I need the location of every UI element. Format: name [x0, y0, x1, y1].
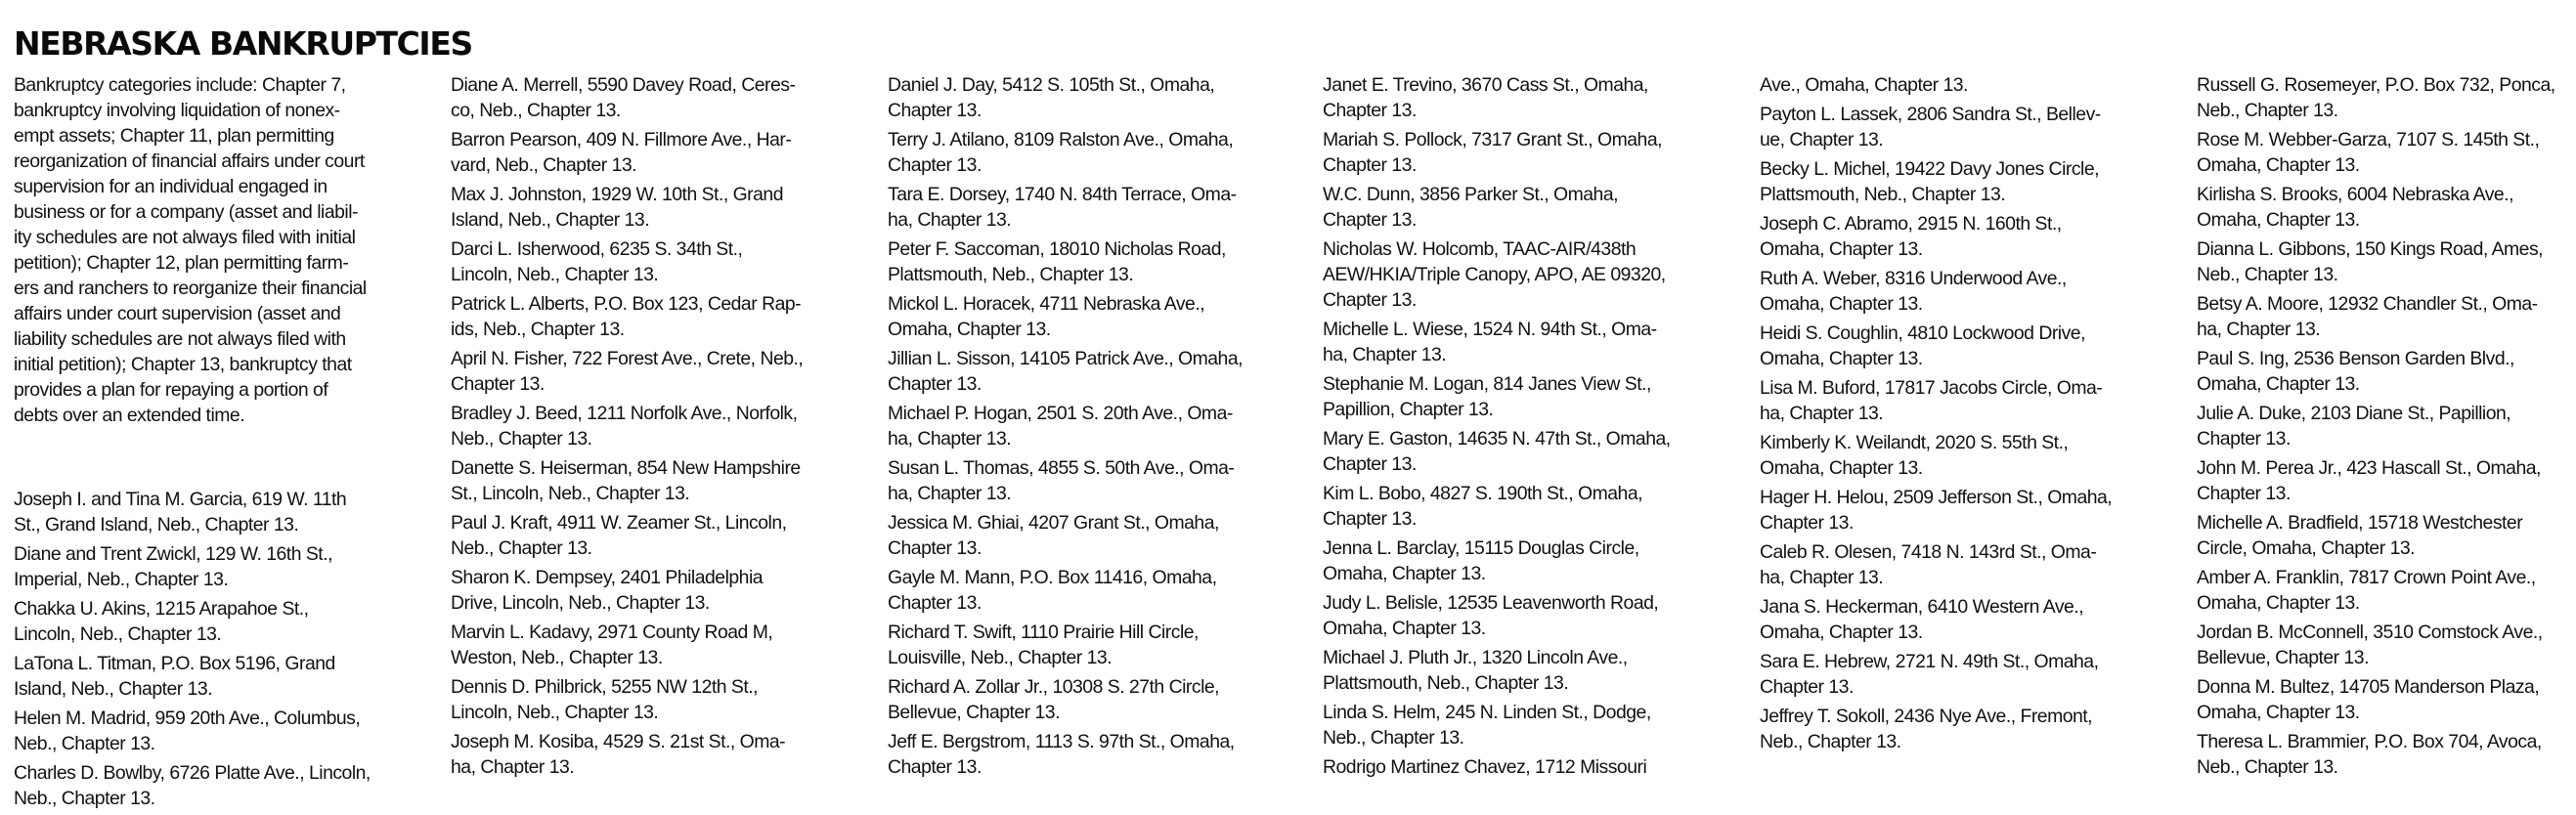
entry-line: Diane A. Merrell, 5590 Davey Road, Ceres-: [451, 74, 796, 96]
entry-line: Stephanie M. Logan, 814 Janes View St.,: [1323, 373, 1651, 395]
bankruptcy-entry: [2197, 455, 2576, 506]
entry-line: Jana S. Heckerman, 6410 Western Ave.,: [1760, 596, 2084, 618]
bankruptcy-entry: [1323, 700, 1702, 751]
headline: NEBRASKA BANKRUPTCIES: [14, 24, 472, 63]
intro-line: bankruptcy involving liquidation of nonex-: [14, 100, 340, 121]
bankruptcy-entry: [1760, 594, 2139, 645]
entry-list: [2197, 72, 2576, 780]
bankruptcy-entry: [1323, 72, 1702, 123]
entry-line: Omaha, Chapter 13.: [1760, 622, 1923, 643]
entry-list: [1323, 72, 1702, 780]
entry-line: Darci L. Isherwood, 6235 S. 34th St.,: [451, 238, 743, 260]
entry-line: Kim L. Bobo, 4827 S. 190th St., Omaha,: [1323, 483, 1643, 504]
entry-line: Patrick L. Alberts, P.O. Box 123, Cedar Rap-: [451, 293, 802, 315]
bankruptcy-entry: [1323, 590, 1702, 641]
bankruptcy-entry: [2197, 510, 2576, 561]
entry-line: Neb., Chapter 13.: [2197, 756, 2338, 778]
entry-line: LaTona L. Titman, P.O. Box 5196, Grand: [14, 653, 335, 674]
entry-line: Mickol L. Horacek, 4711 Nebraska Ave.,: [888, 293, 1205, 315]
entry-line: Neb., Chapter 13.: [1323, 727, 1464, 749]
bankruptcy-entry: [1760, 704, 2139, 754]
bankruptcy-entry: [1323, 127, 1702, 178]
entry-line: Island, Neb., Chapter 13.: [451, 209, 650, 231]
intro-line: debts over an extended time.: [14, 405, 245, 426]
entry-line: Rose M. Webber-Garza, 7107 S. 145th St.,: [2197, 129, 2540, 150]
entry-line: Chapter 13.: [1323, 453, 1417, 475]
bankruptcy-entry: [888, 510, 1267, 561]
bankruptcy-entry: [1323, 236, 1702, 313]
entry-line: Neb., Chapter 13.: [1760, 731, 1901, 752]
entry-line: Chapter 13.: [2197, 428, 2291, 450]
entry-line: Heidi S. Coughlin, 4810 Lockwood Drive,: [1760, 322, 2085, 344]
intro-line: supervision for an individual engaged in: [14, 176, 327, 197]
bankruptcy-entry: [14, 487, 393, 537]
entry-line: Russell G. Rosemeyer, P.O. Box 732, Ponca,: [2197, 74, 2555, 96]
entry-line: Danette S. Heiserman, 854 New Hampshire: [451, 457, 801, 479]
bankruptcy-entry: [888, 401, 1267, 451]
column-5: [1760, 72, 2139, 758]
bankruptcy-entry: [1760, 649, 2139, 700]
entry-list: [888, 72, 1267, 780]
entry-line: Chapter 13.: [1323, 289, 1417, 311]
entry-line: Jeffrey T. Sokoll, 2436 Nye Ave., Fremont,: [1760, 706, 2093, 727]
bankruptcy-entry: [888, 291, 1267, 342]
entry-line: Chapter 13.: [888, 537, 982, 559]
entry-line: Richard T. Swift, 1110 Prairie Hill Circle,: [888, 622, 1199, 643]
bankruptcy-entry: [1760, 375, 2139, 426]
entry-line: Chakka U. Akins, 1215 Arapahoe St.,: [14, 598, 309, 620]
intro-line: petition); Chapter 12, plan permitting farm-: [14, 252, 349, 274]
entry-line: Michael J. Pluth Jr., 1320 Lincoln Ave.,: [1323, 647, 1628, 668]
entry-line: Louisville, Neb., Chapter 13.: [888, 647, 1113, 668]
entry-line: Chapter 13.: [1323, 154, 1417, 176]
entry-line: Max J. Johnston, 1929 W. 10th St., Grand: [451, 184, 783, 205]
entry-line: Barron Pearson, 409 N. Fillmore Ave., Har-: [451, 129, 792, 150]
bankruptcy-entry: [1760, 72, 2139, 98]
intro-paragraph: [14, 72, 393, 428]
intro-line: ity schedules are not always filed with initial: [14, 227, 356, 248]
entry-line: ha, Chapter 13.: [1323, 344, 1447, 365]
bankruptcy-entry: [888, 236, 1267, 287]
entry-line: ha, Chapter 13.: [1760, 567, 1884, 588]
intro-line: liability schedules are not always filed with: [14, 328, 346, 350]
entry-line: Bellevue, Chapter 13.: [2197, 647, 2369, 668]
entry-line: Neb., Chapter 13.: [2197, 264, 2338, 285]
entry-line: April N. Fisher, 722 Forest Ave., Crete, Neb.,: [451, 348, 804, 369]
bankruptcy-entry: [888, 127, 1267, 178]
entry-line: Imperial, Neb., Chapter 13.: [14, 569, 229, 590]
entry-line: ha, Chapter 13.: [451, 756, 575, 778]
bankruptcy-entry: [2197, 127, 2576, 178]
bankruptcy-entry: [451, 236, 830, 287]
entry-line: Helen M. Madrid, 959 20th Ave., Columbus,: [14, 708, 361, 729]
entry-line: Kimberly K. Weilandt, 2020 S. 55th St.,: [1760, 432, 2069, 453]
intro-line: Bankruptcy categories include: Chapter 7,: [14, 74, 346, 96]
entry-line: Marvin L. Kadavy, 2971 County Road M,: [451, 622, 773, 643]
bankruptcy-entry: [2197, 291, 2576, 342]
entry-line: Chapter 13.: [888, 373, 982, 395]
bankruptcy-entry: [2197, 72, 2576, 123]
entry-line: ids, Neb., Chapter 13.: [451, 319, 625, 340]
bankruptcy-entry: [1760, 156, 2139, 207]
entry-line: Payton L. Lassek, 2806 Sandra St., Bellev-: [1760, 104, 2101, 125]
entry-line: Omaha, Chapter 13.: [2197, 373, 2360, 395]
column-4: [1323, 72, 1702, 784]
bankruptcy-entry: [2197, 346, 2576, 397]
bankruptcy-entry: [451, 401, 830, 451]
bankruptcy-entry: [888, 620, 1267, 670]
bankruptcy-entry: [1760, 321, 2139, 371]
bankruptcy-entry: [888, 729, 1267, 780]
bankruptcy-entry: [1760, 430, 2139, 481]
entry-line: Chapter 13.: [888, 154, 982, 176]
bankruptcy-entry: [1323, 317, 1702, 367]
intro-line: business or for a company (asset and liabil-: [14, 201, 358, 223]
entry-line: ha, Chapter 13.: [888, 483, 1012, 504]
entry-line: Chapter 13.: [888, 756, 982, 778]
entry-line: ha, Chapter 13.: [2197, 319, 2321, 340]
bankruptcy-entry: [888, 565, 1267, 616]
entry-line: Joseph M. Kosiba, 4529 S. 21st St., Oma-: [451, 731, 786, 752]
bankruptcy-entry: [1323, 536, 1702, 586]
entry-line: Chapter 13.: [888, 100, 982, 121]
bankruptcy-entry: [1760, 211, 2139, 262]
entry-line: Joseph I. and Tina M. Garcia, 619 W. 11th: [14, 489, 347, 510]
entry-line: Chapter 13.: [1760, 676, 1854, 698]
entry-line: Hager H. Helou, 2509 Jefferson St., Omaha,: [1760, 487, 2113, 508]
entry-line: Neb., Chapter 13.: [451, 537, 592, 559]
entry-line: Omaha, Chapter 13.: [1760, 293, 1923, 315]
entry-line: St., Lincoln, Neb., Chapter 13.: [451, 483, 690, 504]
column-6: [2197, 72, 2576, 784]
entry-line: Mary E. Gaston, 14635 N. 47th St., Omaha,: [1323, 428, 1671, 450]
bankruptcy-entry: [888, 674, 1267, 725]
bankruptcy-entry: [1760, 266, 2139, 317]
bankruptcy-entry: [1760, 485, 2139, 536]
intro-line: reorganization of financial affairs under court: [14, 150, 365, 172]
entry-line: Michael P. Hogan, 2501 S. 20th Ave., Oma-: [888, 403, 1233, 424]
bankruptcy-entry: [888, 72, 1267, 123]
entry-line: Jenna L. Barclay, 15115 Douglas Circle,: [1323, 537, 1639, 559]
entry-line: ha, Chapter 13.: [888, 428, 1012, 450]
entry-line: Nicholas W. Holcomb, TAAC-AIR/438th: [1323, 238, 1637, 260]
bankruptcy-entry: [451, 455, 830, 506]
entry-line: Joseph C. Abramo, 2915 N. 160th St.,: [1760, 213, 2062, 235]
bankruptcy-entry: [1323, 371, 1702, 422]
entry-line: Sara E. Hebrew, 2721 N. 49th St., Omaha,: [1760, 651, 2099, 672]
entry-line: Omaha, Chapter 13.: [2197, 154, 2360, 176]
entry-list: [14, 487, 393, 811]
bankruptcy-entry: [451, 510, 830, 561]
column-2: [451, 72, 830, 784]
entry-line: Neb., Chapter 13.: [451, 428, 592, 450]
entry-line: Neb., Chapter 13.: [14, 788, 155, 809]
entry-line: Richard A. Zollar Jr., 10308 S. 27th Circle,: [888, 676, 1220, 698]
entry-line: Lincoln, Neb., Chapter 13.: [451, 702, 659, 723]
entry-line: Terry J. Atilano, 8109 Ralston Ave., Omaha,: [888, 129, 1234, 150]
entry-line: Chapter 13.: [2197, 483, 2291, 504]
entry-line: Drive, Lincoln, Neb., Chapter 13.: [451, 592, 710, 614]
entry-line: Paul J. Kraft, 4911 W. Zeamer St., Lincoln,: [451, 512, 787, 534]
bankruptcy-entry: [2197, 401, 2576, 451]
bankruptcy-entry: [2197, 182, 2576, 233]
entry-line: Chapter 13.: [451, 373, 545, 395]
entry-line: Peter F. Saccoman, 18010 Nicholas Road,: [888, 238, 1226, 260]
entry-line: Michelle A. Bradfield, 15718 Westchester: [2197, 512, 2523, 534]
bankruptcy-entry: [1760, 102, 2139, 152]
entry-line: Daniel J. Day, 5412 S. 105th St., Omaha,: [888, 74, 1215, 96]
entry-line: Omaha, Chapter 13.: [1760, 348, 1923, 369]
entry-line: Dennis D. Philbrick, 5255 NW 12th St.,: [451, 676, 759, 698]
entry-line: Omaha, Chapter 13.: [1323, 563, 1486, 584]
entry-line: Plattsmouth, Neb., Chapter 13.: [1323, 672, 1569, 694]
entry-list: [1760, 72, 2139, 754]
entry-line: Circle, Omaha, Chapter 13.: [2197, 537, 2416, 559]
entry-line: Omaha, Chapter 13.: [2197, 702, 2360, 723]
bankruptcy-entry: [14, 760, 393, 811]
entry-line: Mariah S. Pollock, 7317 Grant St., Omaha,: [1323, 129, 1663, 150]
entry-line: Omaha, Chapter 13.: [1323, 618, 1486, 639]
intro-line: empt assets; Chapter 11, plan permitting: [14, 125, 334, 147]
bankruptcy-entry: [451, 620, 830, 670]
bankruptcy-entry: [14, 541, 393, 592]
entry-line: St., Grand Island, Neb., Chapter 13.: [14, 514, 299, 536]
entry-line: Weston, Neb., Chapter 13.: [451, 647, 663, 668]
entry-line: Omaha, Chapter 13.: [2197, 209, 2360, 231]
entry-line: Plattsmouth, Neb., Chapter 13.: [1760, 184, 2006, 205]
entry-line: co, Neb., Chapter 13.: [451, 100, 621, 121]
entry-line: Ruth A. Weber, 8316 Underwood Ave.,: [1760, 268, 2067, 289]
bankruptcy-entry: [888, 346, 1267, 397]
entry-line: Diane and Trent Zwickl, 129 W. 16th St.,: [14, 543, 332, 565]
entry-line: ue, Chapter 13.: [1760, 129, 1884, 150]
entry-list: [451, 72, 830, 780]
entry-line: Jillian L. Sisson, 14105 Patrick Ave., Omaha,: [888, 348, 1244, 369]
bankruptcy-entry: [2197, 620, 2576, 670]
entry-line: Ave., Omaha, Chapter 13.: [1760, 74, 1968, 96]
entry-line: Dianna L. Gibbons, 150 Kings Road, Ames,: [2197, 238, 2544, 260]
intro-line: ers and ranchers to reorganize their financial: [14, 278, 367, 299]
entry-line: Julie A. Duke, 2103 Diane St., Papillion,: [2197, 403, 2511, 424]
entry-line: Chapter 13.: [1760, 512, 1854, 534]
bankruptcy-entry: [1323, 481, 1702, 532]
bankruptcy-entry: [1323, 182, 1702, 233]
intro-line: provides a plan for repaying a portion of: [14, 379, 328, 401]
entry-line: AEW/HKIA/Triple Canopy, APO, AE 09320,: [1323, 264, 1666, 285]
entry-line: W.C. Dunn, 3856 Parker St., Omaha,: [1323, 184, 1619, 205]
bankruptcy-entry: [451, 565, 830, 616]
intro-line: initial petition); Chapter 13, bankruptcy that: [14, 354, 352, 375]
entry-line: Janet E. Trevino, 3670 Cass St., Omaha,: [1323, 74, 1648, 96]
entry-line: Plattsmouth, Neb., Chapter 13.: [888, 264, 1134, 285]
entry-line: Caleb R. Olesen, 7418 N. 143rd St., Oma-: [1760, 541, 2097, 563]
bankruptcy-entry: [451, 127, 830, 178]
intro-line: affairs under court supervision (asset and: [14, 303, 341, 324]
entry-line: Tara E. Dorsey, 1740 N. 84th Terrace, Oma-: [888, 184, 1237, 205]
entry-line: Chapter 13.: [888, 592, 982, 614]
bankruptcy-entry: [2197, 565, 2576, 616]
bankruptcy-entry: [451, 729, 830, 780]
entry-line: Chapter 13.: [1323, 209, 1417, 231]
bankruptcy-entry: [451, 182, 830, 233]
entry-line: Theresa L. Brammier, P.O. Box 704, Avoca,: [2197, 731, 2542, 752]
entry-line: Sharon K. Dempsey, 2401 Philadelphia: [451, 567, 764, 588]
entry-line: Michelle L. Wiese, 1524 N. 94th St., Oma-: [1323, 319, 1657, 340]
bankruptcy-entry: [14, 596, 393, 647]
entry-line: Lisa M. Buford, 17817 Jacobs Circle, Oma-: [1760, 377, 2103, 399]
bankruptcy-entry: [451, 674, 830, 725]
entry-line: Linda S. Helm, 245 N. Linden St., Dodge,: [1323, 702, 1651, 723]
column-3: [888, 72, 1267, 784]
entry-line: Island, Neb., Chapter 13.: [14, 678, 213, 700]
entry-line: Gayle M. Mann, P.O. Box 11416, Omaha,: [888, 567, 1217, 588]
entry-line: Jessica M. Ghiai, 4207 Grant St., Omaha,: [888, 512, 1219, 534]
entry-line: Lincoln, Neb., Chapter 13.: [451, 264, 659, 285]
entry-line: Lincoln, Neb., Chapter 13.: [14, 623, 222, 645]
entry-line: Paul S. Ing, 2536 Benson Garden Blvd.,: [2197, 348, 2514, 369]
entry-line: Omaha, Chapter 13.: [1760, 457, 1923, 479]
entry-line: vard, Neb., Chapter 13.: [451, 154, 637, 176]
entry-line: ha, Chapter 13.: [888, 209, 1012, 231]
entry-line: Bradley J. Beed, 1211 Norfolk Ave., Norfolk,: [451, 403, 798, 424]
bankruptcy-entry: [1323, 645, 1702, 696]
bankruptcy-entry: [888, 182, 1267, 233]
entry-line: Omaha, Chapter 13.: [1760, 238, 1923, 260]
bankruptcy-entry: [2197, 236, 2576, 287]
entry-line: Neb., Chapter 13.: [14, 733, 155, 754]
entry-line: Judy L. Belisle, 12535 Leavenworth Road,: [1323, 592, 1659, 614]
bankruptcy-entry: [14, 651, 393, 702]
entry-line: Donna M. Bultez, 14705 Manderson Plaza,: [2197, 676, 2540, 698]
entry-line: Susan L. Thomas, 4855 S. 50th Ave., Oma-: [888, 457, 1235, 479]
entry-line: Betsy A. Moore, 12932 Chandler St., Oma-: [2197, 293, 2538, 315]
entry-line: Kirlisha S. Brooks, 6004 Nebraska Ave.,: [2197, 184, 2513, 205]
entry-line: Neb., Chapter 13.: [2197, 100, 2338, 121]
bankruptcy-entry: [451, 346, 830, 397]
bankruptcy-entry: [1760, 539, 2139, 590]
bankruptcy-entry: [14, 706, 393, 756]
bankruptcy-entry: [1323, 426, 1702, 477]
entry-line: Rodrigo Martinez Chavez, 1712 Missouri: [1323, 756, 1647, 778]
bankruptcy-entry: [888, 455, 1267, 506]
entry-line: ha, Chapter 13.: [1760, 403, 1884, 424]
entry-line: Omaha, Chapter 13.: [888, 319, 1051, 340]
entry-line: Chapter 13.: [1323, 508, 1417, 530]
bankruptcy-entry: [451, 291, 830, 342]
entry-line: Jeff E. Bergstrom, 1113 S. 97th St., Omaha,: [888, 731, 1235, 752]
entry-line: Bellevue, Chapter 13.: [888, 702, 1060, 723]
entry-line: Amber A. Franklin, 7817 Crown Point Ave.,: [2197, 567, 2536, 588]
bankruptcy-entry: [2197, 729, 2576, 780]
bankruptcy-entry: [1323, 754, 1702, 780]
entry-line: Chapter 13.: [1323, 100, 1417, 121]
entry-line: Charles D. Bowlby, 6726 Platte Ave., Lincoln,: [14, 762, 371, 784]
bankruptcy-entry: [2197, 674, 2576, 725]
entry-line: Papillion, Chapter 13.: [1323, 399, 1494, 420]
entry-line: Becky L. Michel, 19422 Davy Jones Circle,: [1760, 158, 2100, 180]
entry-line: Omaha, Chapter 13.: [2197, 592, 2360, 614]
column-1: [14, 72, 393, 815]
bankruptcy-entry: [451, 72, 830, 123]
entry-line: Jordan B. McConnell, 3510 Comstock Ave.,: [2197, 622, 2543, 643]
entry-line: John M. Perea Jr., 423 Hascall St., Omaha,: [2197, 457, 2541, 479]
